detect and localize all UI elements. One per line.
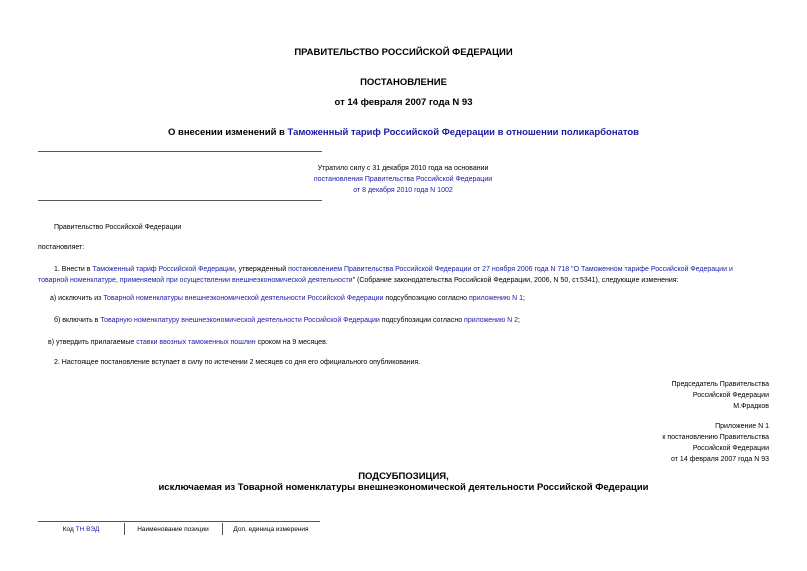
item-a-suffix: ; [523, 295, 525, 302]
table-header-name: Наименование позиции [137, 526, 209, 533]
appendix-line-3: Российской Федерации [692, 445, 769, 452]
government-heading: ПРАВИТЕЛЬСТВО РОССИЙСКОЙ ФЕДЕРАЦИИ [294, 47, 513, 58]
paragraph-2: 2. Настоящее постановление вступает в силу по истечении 2 месяцев со дня его официального опубликования. [54, 359, 421, 366]
item-c-prefix: в) утвердить прилагаемые [48, 339, 137, 346]
item-b-mid: подсубпозиции согласно [379, 317, 465, 324]
document-type: ПОСТАНОВЛЕНИЕ [360, 77, 447, 88]
signature-line-1: Председатель Правительства [671, 381, 769, 388]
table-header-unit: Доп. единица измерения [233, 526, 309, 533]
appendix-line-1: Приложение N 1 [715, 423, 769, 430]
item-c-rates-link[interactable]: ставки ввозных таможенных пошлин [136, 339, 256, 346]
repeal-decree-date-link[interactable]: от 8 декабря 2010 года N 1002 [353, 187, 453, 194]
decree-word: постановляет: [38, 244, 85, 251]
item-c-suffix: сроком на 9 месяцев. [255, 339, 328, 346]
item-c [48, 337, 328, 348]
document-date-number: от 14 февраля 2007 года N 93 [334, 97, 473, 108]
repeal-line-1: Утратило силу с 31 декабря 2010 года на основании [317, 165, 489, 172]
appendix-line-2: к постановлению Правительства [662, 434, 769, 441]
item-b-suffix: ; [518, 317, 520, 324]
item-a [50, 293, 525, 304]
paragraph-1 [38, 264, 773, 286]
intro-text: Правительство Российской Федерации [54, 224, 182, 231]
table-top-border [38, 521, 320, 522]
tn-ved-link[interactable]: ТН ВЭД [75, 526, 100, 533]
item-a-mid: подсубпозицию согласно [383, 295, 470, 302]
signature-block [672, 379, 769, 412]
item-a-appendix-link[interactable]: приложению N 1 [469, 295, 524, 302]
p1-nomenclature-link[interactable]: товарной номенклатуре, применяемой при осуществлении внешнеэкономической деятельности [38, 277, 353, 284]
p1-prefix: 1. Внести в [54, 266, 93, 273]
table-code-prefix: Код [62, 526, 76, 533]
customs-tariff-link[interactable]: Таможенный тариф Российской Федерации в отношении поликарбонатов [287, 127, 640, 138]
item-a-prefix: а) исключить из [50, 295, 104, 302]
item-b-nomenclature-link[interactable]: Товарную номенклатуру внешнеэкономической деятельности Российской Федерации [100, 317, 380, 324]
signature-line-3: М.Фрадков [733, 403, 769, 410]
p1-mid: , утвержденный [234, 266, 289, 273]
repeal-note [260, 163, 546, 196]
subposition-title: ПОДСУБПОЗИЦИЯ, [358, 471, 449, 482]
table-header-code [38, 526, 124, 533]
divider-bottom [38, 200, 322, 201]
title-prefix: О внесении изменений в [167, 127, 288, 138]
p1-suffix: " (Собрание законодательства Российской Федерации, 2006, N 50, ст.5341), следующие изменения: [352, 277, 679, 284]
appendix-block [662, 421, 769, 465]
item-a-nomenclature-link[interactable]: Товарной номенклатуры внешнеэкономической деятельности Российской Федерации [103, 295, 384, 302]
item-b [54, 315, 520, 326]
item-b-appendix-link[interactable]: приложению N 2 [464, 317, 519, 324]
document-title [0, 127, 807, 138]
repeal-decree-link[interactable]: постановления Правительства Российской Федерации [313, 176, 493, 183]
p1-tariff-link[interactable]: Таможенный тариф Российской Федерации [92, 266, 235, 273]
p1-decree-link[interactable]: постановлением Правительства Российской Федерации от 27 ноября 2006 года N 718 "О Таможенном тарифе Российской Федерации и [288, 266, 733, 273]
signature-line-2: Российской Федерации [692, 392, 769, 399]
subposition-subtitle: исключаемая из Товарной номенклатуры внешнеэкономической деятельности Российской Федерации [158, 482, 649, 493]
item-b-prefix: б) включить в [54, 317, 101, 324]
divider-top [38, 151, 322, 152]
appendix-line-4: от 14 февраля 2007 года N 93 [671, 456, 769, 463]
